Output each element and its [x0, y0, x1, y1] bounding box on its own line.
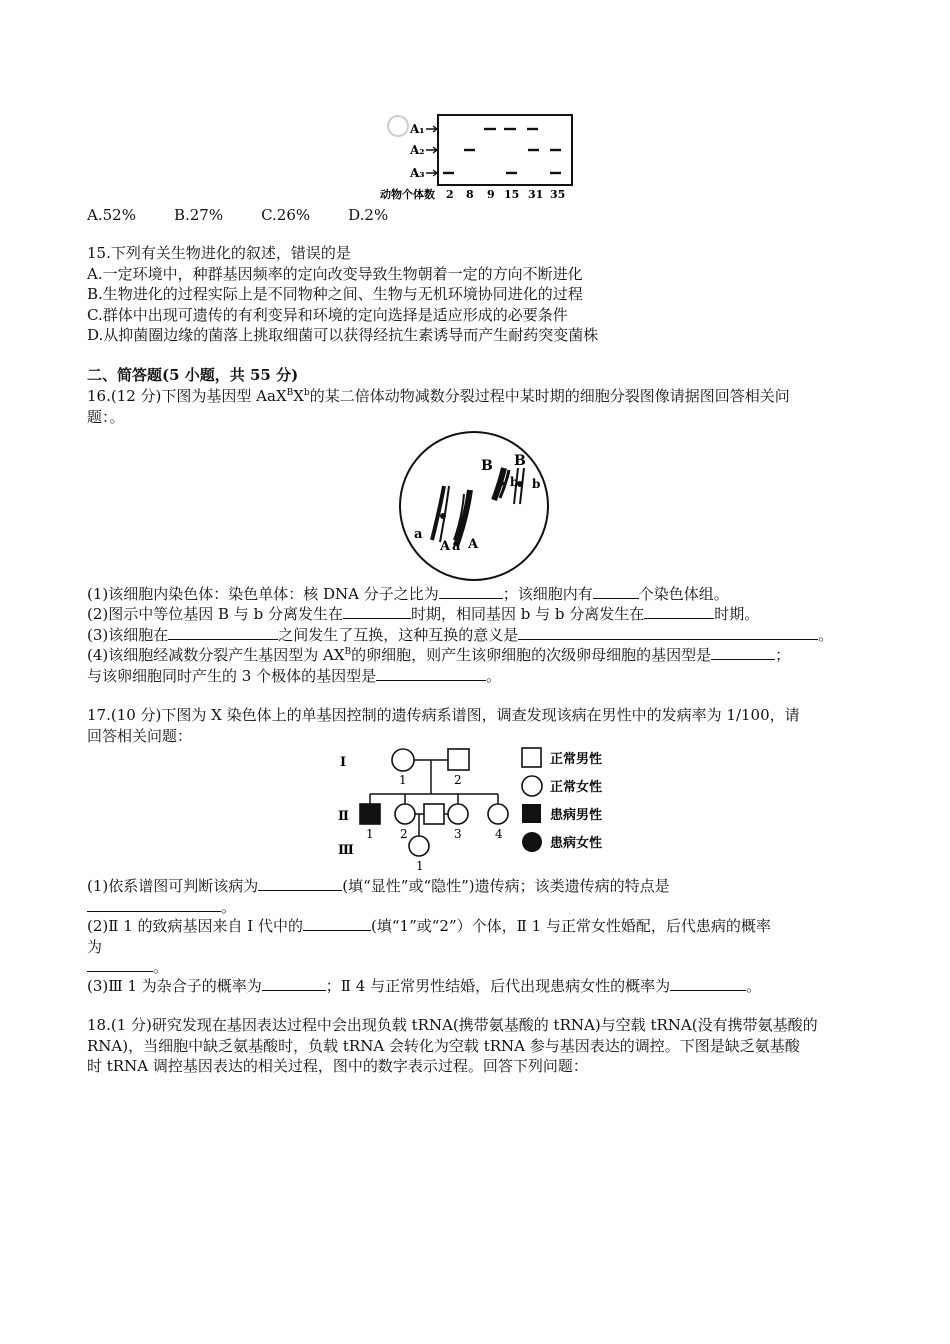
legend-normal-male-icon: [522, 748, 541, 767]
num-ii4: 4: [495, 827, 503, 841]
label-lower-b-1: b: [510, 475, 519, 489]
q16-part3: [87, 625, 833, 645]
q16-p1-text-c: 个染色体组。: [638, 585, 729, 603]
q16-p3-blank-1[interactable]: [168, 625, 278, 640]
q16-stem-line2: 题：。: [87, 408, 125, 426]
gen-label-iii: Ⅲ: [338, 843, 354, 858]
q16-p1-text-a: (1)该细胞内染色体：染色单体：核 DNA 分子之比为: [87, 585, 439, 603]
q16-p4-sup: B: [344, 647, 352, 657]
q16-p4-blank-1[interactable]: [711, 645, 775, 660]
label-b-right: B: [514, 453, 526, 469]
q18-line-3: 时 tRNA 调控基因表达的相关过程，图中的数字表示过程。回答下列问题：: [87, 1057, 588, 1075]
chromosome-pair-a: [432, 486, 470, 546]
legend-affected-female-icon: [522, 832, 542, 852]
q17-p3-blank-2[interactable]: [670, 976, 746, 991]
q14-option-b: B.27%: [173, 206, 224, 224]
q17-p3-blank-1[interactable]: [262, 976, 326, 991]
q16-p3-text-c: 。: [818, 626, 834, 644]
count-35: 35: [550, 188, 566, 201]
q17-p3-text-b: ；Ⅱ 4 与正常男性结婚，后代出现患病女性的概率为: [325, 977, 671, 995]
count-8: 8: [466, 188, 474, 201]
q17-p3-text-c: 。: [746, 977, 762, 995]
individual-ii1: [360, 804, 380, 824]
q17-p3-text-a: (3)Ⅲ 1 为杂合子的概率为: [87, 977, 262, 995]
q16-stem-pre: 16.(12 分)下图为基因型 AaX: [87, 387, 287, 405]
legend-normal-male: 正常男性: [550, 752, 603, 767]
q17-part2-line3: [87, 957, 168, 977]
count-31: 31: [528, 188, 544, 201]
num-iii1: 1: [416, 859, 424, 873]
q14-options: [87, 205, 426, 225]
legend-normal-female: 正常女性: [550, 780, 603, 795]
legend-affected-male-icon: [522, 804, 541, 823]
figure-blot: [388, 116, 408, 136]
bands: [443, 129, 561, 173]
q16-p4-text-b: 的卵细胞，则产生该卵细胞的次级卵母细胞的基因型是: [351, 646, 712, 664]
q16-p1-blank-2[interactable]: [593, 584, 639, 599]
count-9: 9: [487, 188, 495, 201]
q16-p3-blank-2[interactable]: [518, 625, 818, 640]
q16-stem-x: X: [293, 387, 304, 405]
num-ii1: 1: [366, 827, 374, 841]
cell-figure: [396, 428, 552, 584]
individual-i1: [392, 749, 414, 771]
q17-p2-text-a: (2)Ⅱ 1 的致病基因来自 I 代中的: [87, 917, 303, 935]
q17-p1-blank-2[interactable]: [87, 897, 221, 912]
q17-p1-text-b: (填“显性”或“隐性”)遗传病；该类遗传病的特点是: [342, 877, 670, 895]
q16-p3-text-b: 之间发生了互换，这种互换的意义是: [278, 626, 519, 644]
individual-ii3: [448, 804, 468, 824]
q16-p2-text-c: 时期。: [714, 605, 760, 623]
q15-option-a: A.一定环境中，种群基因频率的定向改变导致生物朝着一定的方向不断进化: [87, 265, 583, 283]
q17-part2-line2: 为: [87, 938, 103, 956]
q16-part4: [87, 645, 790, 665]
count-2: 2: [446, 188, 454, 201]
q17-part1-line2: [87, 897, 236, 917]
q14-option-c: C.26%: [261, 206, 311, 224]
num-i1: 1: [399, 773, 407, 787]
q17-p2-text-d: 。: [153, 958, 169, 976]
gen-label-ii: Ⅱ: [338, 809, 349, 824]
legend-normal-female-icon: [522, 776, 542, 796]
q14-option-a: A.52%: [87, 206, 136, 224]
num-ii3: 3: [454, 827, 462, 841]
q16-p1-text-b: ；该细胞内有: [502, 585, 593, 603]
num-ii2: 2: [400, 827, 408, 841]
q16-p2-blank-2[interactable]: [644, 604, 714, 619]
label-b-left: B: [481, 458, 493, 474]
q16-p2-text-a: (2)图示中等位基因 B 与 b 分离发生在: [87, 605, 343, 623]
individual-ii-spouse: [424, 804, 444, 824]
q16-p4-text-a: (4)该细胞经减数分裂产生基因型为 AX: [87, 646, 345, 664]
row-label-a3: A₃: [410, 166, 425, 180]
q17-p2-blank-2[interactable]: [87, 957, 153, 972]
q16-sup-b: B: [286, 388, 294, 398]
row-label-a1: A₁: [410, 122, 425, 136]
axis-label: 动物个体数: [380, 188, 435, 201]
q15-option-d: D.从抑菌圈边缘的菌落上挑取细菌可以获得经抗生素诱导而产生耐药突变菌株: [87, 326, 599, 344]
q17-p1-blank-1[interactable]: [258, 876, 342, 891]
q16-part1: [87, 584, 729, 604]
row-label-a2: A₂: [410, 143, 425, 157]
q15-stem: 15.下列有关生物进化的叙述，错误的是: [87, 244, 351, 262]
q17-part3: [87, 976, 761, 996]
q17-p1-text-c: 。: [221, 898, 237, 916]
q17-p1-text-a: (1)依系谱图可判断该病为: [87, 877, 259, 895]
legend-affected-male: 患病男性: [550, 808, 603, 823]
q15-option-c: C.群体中出现可遗传的有利变异和环境的定向选择是适应形成的必要条件: [87, 306, 568, 324]
q16-p4-text-e: 。: [486, 667, 502, 685]
chromosome-pair-b: [494, 468, 524, 504]
q18-line-1: 18.(1 分)研究发现在基因表达过程中会出现负载 tRNA(携带氨基酸的 tRNA)与空载 tRNA(没有携带氨基酸的: [87, 1016, 818, 1034]
q17-part2: [87, 916, 771, 936]
q15-option-b: B.生物进化的过程实际上是不同物种之间、生物与无机环境协同进化的过程: [87, 285, 583, 303]
row-arrows: [426, 126, 437, 176]
q16-p4-text-d: 与该卵细胞同时产生的 3 个极体的基因型是: [87, 667, 377, 685]
q16-stem: [87, 386, 790, 406]
band-figure: [380, 112, 580, 204]
q16-p4-text-c: ；: [775, 646, 791, 664]
q16-part2: [87, 604, 759, 624]
q18-line-2: RNA)，当细胞中缺乏氨基酸时，负载 tRNA 会转化为空载 tRNA 参与基因表达的调控。下图是缺乏氨基酸: [87, 1037, 800, 1055]
label-lower-a-1: a: [414, 527, 423, 542]
q16-part4-line2: [87, 666, 501, 686]
legend-affected-female: 患病女性: [550, 836, 603, 851]
individual-iii1: [409, 836, 429, 856]
q16-p3-text-a: (3)该细胞在: [87, 626, 169, 644]
q17-part1: [87, 876, 670, 896]
q17-p2-text-b: (填“1”或“2”）个体，Ⅱ 1 与正常女性婚配，后代患病的概率: [371, 917, 771, 935]
individual-ii4: [488, 804, 508, 824]
count-15: 15: [504, 188, 520, 201]
q16-p2-blank-1[interactable]: [343, 604, 411, 619]
gen-label-i: Ⅰ: [340, 755, 347, 770]
q16-p4-blank-2[interactable]: [376, 666, 486, 681]
label-upper-a-2: A: [468, 537, 479, 552]
label-upper-a-1: A: [440, 539, 451, 554]
q16-p2-text-b: 时期，相同基因 b 与 b 分离发生在: [410, 605, 645, 623]
individual-i2: [448, 749, 469, 770]
num-i2: 2: [454, 773, 462, 787]
label-lower-a-2: a: [452, 539, 461, 554]
section-heading: 二、简答题(5 小题，共 55 分): [87, 366, 299, 384]
pedigree-figure: [336, 742, 626, 874]
q16-sup-lower-b: b: [303, 388, 310, 398]
label-lower-b-2: b: [532, 477, 541, 491]
q17-p2-blank-1[interactable]: [303, 916, 371, 931]
q17-stem-2: 回答相关问题：: [87, 727, 193, 745]
individual-ii2: [395, 804, 415, 824]
q16-p1-blank-1[interactable]: [439, 584, 503, 599]
q14-option-d: D.2%: [348, 206, 389, 224]
q16-stem-post: 的某二倍体动物减数分裂过程中某时期的细胞分裂图像请据图回答相关问: [309, 387, 790, 405]
q17-stem-1: 17.(10 分)下图为 X 染色体上的单基因控制的遗传病系谱图，调查发现该病在男性中的发病率为 1/100，请: [87, 706, 800, 724]
